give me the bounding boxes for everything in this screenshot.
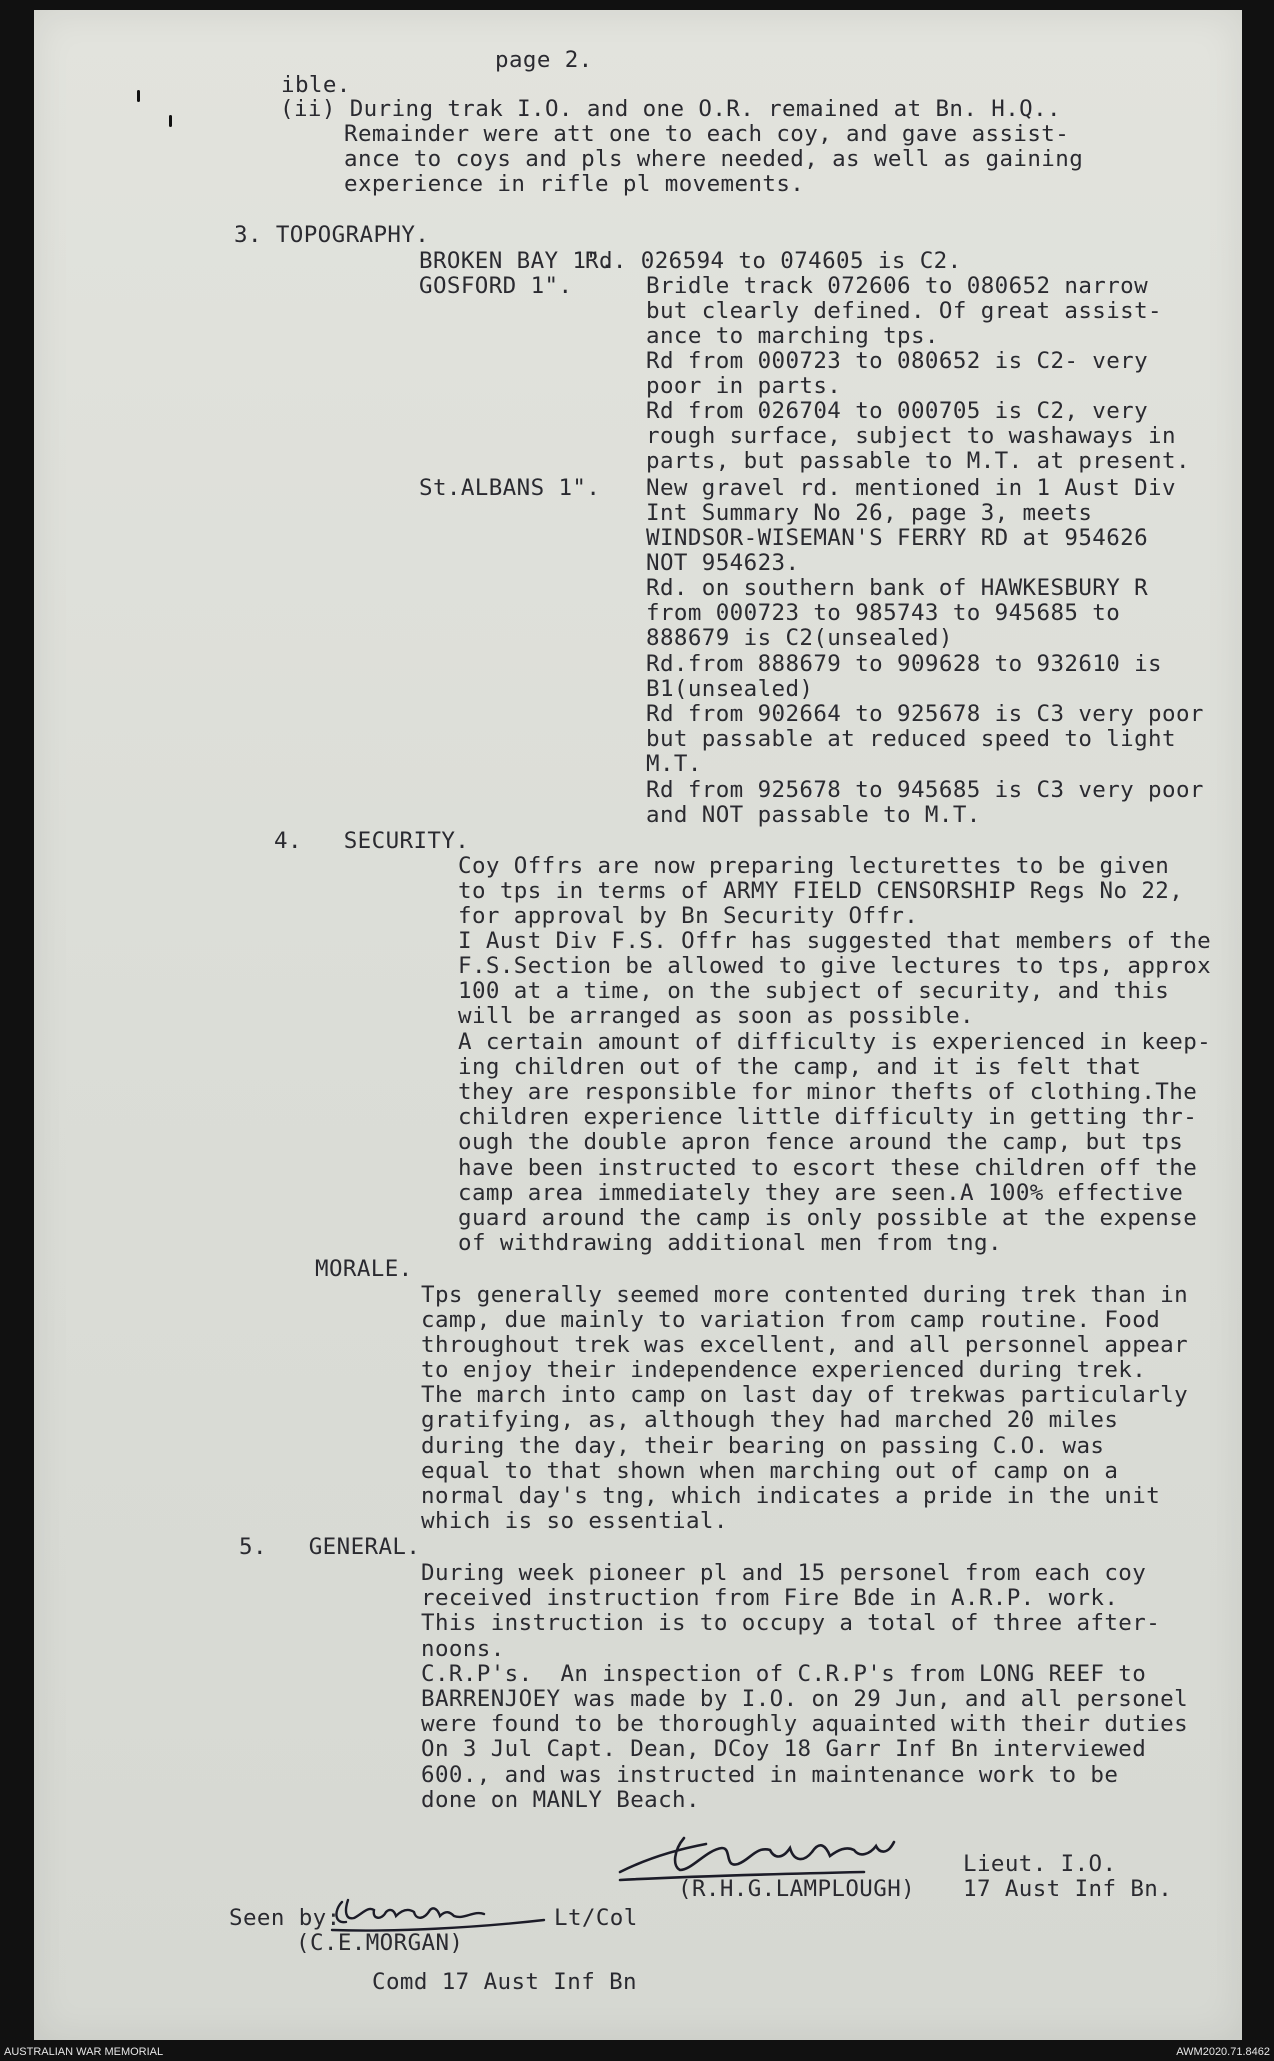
st-albans-line: but passable at reduced speed to light: [646, 726, 1176, 752]
general-line: were found to be thoroughly aquainted with their duties: [421, 1711, 1189, 1737]
morale-line: during the day, their bearing on passing C.O. was: [421, 1433, 1105, 1459]
st-albans-line: and NOT passable to M.T.: [646, 802, 981, 828]
signatory-rank: Lieut. I.O.: [963, 1851, 1117, 1877]
general-line: noons.: [421, 1636, 505, 1662]
morale-line: equal to that shown when marching out of camp on a: [421, 1458, 1119, 1484]
map-label-gosford: GOSFORD 1".: [419, 273, 573, 299]
security-line: ing children out of the camp, and it is felt that: [458, 1054, 1142, 1080]
security-line: A certain amount of difficulty is experienced in keep-: [458, 1029, 1212, 1055]
st-albans-line: M.T.: [646, 751, 702, 777]
st-albans-line: Rd from 925678 to 945685 is C3 very poor: [646, 777, 1204, 803]
st-albans-line: NOT 954623.: [646, 550, 800, 576]
punch-mark: [137, 90, 140, 102]
security-line: have been instructed to escort these children off the: [458, 1155, 1198, 1181]
st-albans-line: Rd.from 888679 to 909628 to 932610 is: [646, 651, 1163, 677]
security-line: to tps in terms of ARMY FIELD CENSORSHIP Regs No 22,: [458, 878, 1184, 904]
seen-by-rank: Lt/Col: [554, 1905, 638, 1931]
security-line: camp area immediately they are seen.A 100% effective: [458, 1180, 1184, 1206]
security-line: for approval by Bn Security Offr.: [458, 903, 919, 929]
st-albans-line: 888679 is C2(unsealed): [646, 625, 953, 651]
map-label-st-albans: St.ALBANS 1".: [419, 475, 601, 501]
section-heading-topography: 3. TOPOGRAPHY.: [234, 222, 430, 248]
st-albans-line: B1(unsealed): [646, 676, 814, 702]
archive-footer-right: AWM2020.71.8462: [1176, 2046, 1270, 2058]
morale-line: to enjoy their independence experienced during trek.: [421, 1357, 1147, 1383]
morale-line: gratifying, as, although they had marched 20 miles: [421, 1407, 1119, 1433]
general-line: This instruction is to occupy a total of three after-: [421, 1610, 1161, 1636]
morale-line: camp, due mainly to variation from camp routine. Food: [421, 1307, 1161, 1333]
general-line: done on MANLY Beach.: [421, 1787, 700, 1813]
general-line: During week pioneer pl and 15 personel from each coy: [421, 1560, 1147, 1586]
gosford-line: Bridle track 072606 to 080652 narrow: [646, 273, 1149, 299]
gosford-line: parts, but passable to M.T. at present.: [646, 448, 1190, 474]
item-ii-line: (ii) During trak I.O. and one O.R. remained at Bn. H.Q..: [280, 96, 1061, 122]
security-line: ough the double apron fence around the camp, but tps: [458, 1129, 1184, 1155]
security-line: I Aust Div F.S. Offr has suggested that members of the: [458, 928, 1212, 954]
gosford-line: Rd from 026704 to 000705 is C2, very: [646, 398, 1149, 424]
text-fragment: ible.: [281, 72, 351, 98]
signatory-name: (R.H.G.LAMPLOUGH): [678, 1876, 916, 1902]
general-line: On 3 Jul Capt. Dean, DCoy 18 Garr Inf Bn interviewed: [421, 1736, 1147, 1762]
item-ii-line: ance to coys and pls where needed, as well as gaining: [344, 146, 1084, 172]
general-line: received instruction from Fire Bde in A.R.P. work.: [421, 1585, 1119, 1611]
st-albans-line: Int Summary No 26, page 3, meets: [646, 500, 1093, 526]
general-line: 600., and was instructed in maintenance work to be: [421, 1762, 1119, 1788]
morale-line: The march into camp on last day of trekwas particularly: [421, 1382, 1189, 1408]
map-text-broken-bay: Rd. 026594 to 074605 is C2.: [585, 248, 962, 274]
st-albans-line: Rd. on southern bank of HAWKESBURY R: [646, 575, 1149, 601]
map-label-broken-bay: BROKEN BAY 1".: [419, 248, 615, 274]
signatory-unit: 17 Aust Inf Bn.: [963, 1876, 1173, 1902]
gosford-line: ance to marching tps.: [646, 323, 939, 349]
seen-by-label: Seen by:: [229, 1905, 341, 1931]
st-albans-line: from 000723 to 985743 to 945685 to: [646, 600, 1121, 626]
security-line: guard around the camp is only possible at the expense: [458, 1205, 1198, 1231]
general-line: BARRENJOEY was made by I.O. on 29 Jun, and all personel: [421, 1686, 1189, 1712]
morale-line: which is so essential.: [421, 1508, 728, 1534]
gosford-line: poor in parts.: [646, 373, 842, 399]
st-albans-line: Rd from 902664 to 925678 is C3 very poor: [646, 701, 1204, 727]
seen-by-name: (C.E.MORGAN): [296, 1930, 464, 1956]
section-heading-security: 4. SECURITY.: [274, 828, 470, 854]
st-albans-line: New gravel rd. mentioned in 1 Aust Div: [646, 475, 1176, 501]
morale-line: throughout trek was excellent, and all personnel appear: [421, 1332, 1189, 1358]
security-line: they are responsible for minor thefts of clothing.The: [458, 1079, 1198, 1105]
morale-line: normal day's tng, which indicates a pride in the unit: [421, 1483, 1161, 1509]
section-heading-general: 5. GENERAL.: [239, 1534, 421, 1560]
gosford-line: Rd from 000723 to 080652 is C2- very: [646, 348, 1149, 374]
document-page: [34, 10, 1242, 2040]
seen-by-command: Comd 17 Aust Inf Bn: [372, 1969, 637, 1995]
security-line: will be arranged as soon as possible.: [458, 1003, 975, 1029]
section-heading-morale: MORALE.: [315, 1256, 413, 1282]
gosford-line: rough surface, subject to washaways in: [646, 423, 1176, 449]
item-ii-line: experience in rifle pl movements.: [344, 171, 805, 197]
st-albans-line: WINDSOR-WISEMAN'S FERRY RD at 954626: [646, 525, 1149, 551]
page-header: page 2.: [495, 47, 593, 73]
security-line: F.S.Section be allowed to give lectures to tps, approx: [458, 953, 1212, 979]
morale-line: Tps generally seemed more contented during trek than in: [421, 1282, 1189, 1308]
punch-mark: [169, 115, 172, 127]
item-ii-line: Remainder were att one to each coy, and gave assist-: [344, 121, 1070, 147]
security-line: 100 at a time, on the subject of security, and this: [458, 978, 1170, 1004]
security-line: Coy Offrs are now preparing lecturettes to be given: [458, 853, 1170, 879]
archive-footer-left: AUSTRALIAN WAR MEMORIAL: [4, 2046, 164, 2058]
security-line: children experience little difficulty in getting thr-: [458, 1104, 1198, 1130]
general-line: C.R.P's. An inspection of C.R.P's from LONG REEF to: [421, 1661, 1147, 1687]
security-line: of withdrawing additional men from tng.: [458, 1230, 1002, 1256]
gosford-line: but clearly defined. Of great assist-: [646, 298, 1163, 324]
